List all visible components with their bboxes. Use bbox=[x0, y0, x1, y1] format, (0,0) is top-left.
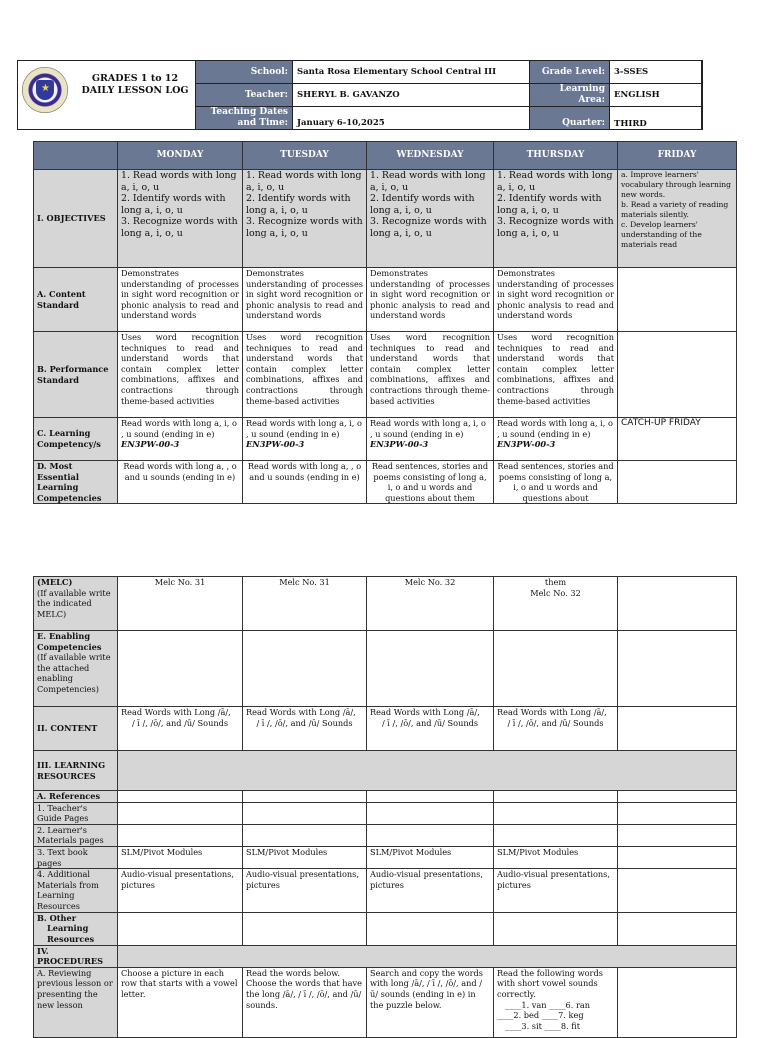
tg-row bbox=[34, 802, 737, 824]
day-thursday: THURSDAY bbox=[494, 142, 618, 170]
lm-label: 2. Learner's Materials pages bbox=[34, 824, 118, 846]
title-line-1: GRADES 1 to 12 bbox=[91, 73, 179, 84]
review-wednesday: Search and copy the words with long /ā/, / ī /, /ō/, and /ū/ sounds (ending in e) in the puzzle below. bbox=[367, 967, 494, 1037]
school-label: School: bbox=[196, 61, 293, 84]
competency-label: C. Learning Competency/s bbox=[34, 418, 118, 461]
area-value: ENGLISH bbox=[610, 84, 702, 107]
content-wednesday: Read Words with Long /ā/, / ī /, /ō/, and /ū/ Sounds bbox=[367, 707, 494, 751]
content-label: II. CONTENT bbox=[34, 707, 118, 751]
melc-label: D. Most Essential Learning Competencies bbox=[34, 461, 118, 504]
dates-value: January 6-10,2025 bbox=[293, 107, 530, 129]
lesson-table-part-1 bbox=[33, 141, 737, 504]
corner-cell bbox=[34, 142, 118, 170]
catch-up-friday: CATCH-UP FRIDAY bbox=[618, 418, 737, 461]
textbook-row bbox=[34, 846, 737, 868]
additional-label: 4. Additional Materials from Learning Resources bbox=[34, 869, 118, 912]
procedures-row bbox=[34, 945, 737, 967]
additional-thursday: Audio-visual presentations, pictures bbox=[494, 869, 618, 912]
teacher-label: Teacher: bbox=[196, 84, 293, 107]
day-tuesday: TUESDAY bbox=[243, 142, 367, 170]
additional-tuesday: Audio-visual presentations, pictures bbox=[243, 869, 367, 912]
competency-code: EN3PW-00-3 bbox=[497, 439, 556, 450]
enabling-row bbox=[34, 631, 737, 707]
competency-thursday: Read words with long a, i, o , u sound (ending in e) EN3PW-00-3 bbox=[494, 418, 618, 461]
teacher-value: SHERYL B. GAVANZO bbox=[293, 84, 530, 107]
lm-row bbox=[34, 824, 737, 846]
content-standard-wednesday: Demonstrates understanding of processes in sight word recognition or phonic analysis to read and understand words bbox=[367, 268, 494, 332]
performance-standard-tuesday: Uses word recognition techniques to read and understand words that contain complex letter combinations, affixes and contractions through theme-based activities bbox=[243, 332, 367, 418]
melc-no-wednesday: Melc No. 32 bbox=[367, 577, 494, 631]
content-monday: Read Words with Long /ā/, / ī /, /ō/, and /ū/ Sounds bbox=[118, 707, 243, 751]
textbook-label: 3. Text book pages bbox=[34, 846, 118, 868]
review-thursday: Read the following words with short vowel sounds correctly. ____1. van ____6. ran ____2. bed ____7. keg ____3. sit ____8. fit bbox=[494, 967, 618, 1037]
content-thursday: Read Words with Long /ā/, / ī /, /ō/, and /ū/ Sounds bbox=[494, 707, 618, 751]
review-monday: Choose a picture in each row that starts with a vowel letter. bbox=[118, 967, 243, 1037]
objectives-thursday: 1. Read words with long a, i, o, u 2. Identify words with long a, i, o, u 3. Recognize words with long a, i, o, u bbox=[494, 170, 618, 268]
content-standard-label: A. Content Standard bbox=[34, 268, 118, 332]
additional-wednesday: Audio-visual presentations, pictures bbox=[367, 869, 494, 912]
performance-standard-friday bbox=[618, 332, 737, 418]
melc-monday: Read words with long a, , o and u sounds (ending in e) bbox=[118, 461, 243, 504]
competency-wednesday: Read words with long a, i, o , u sound (ending in e) EN3PW-00-3 bbox=[367, 418, 494, 461]
school-value: Santa Rosa Elementary School Central III bbox=[293, 61, 530, 84]
content-standard-tuesday: Demonstrates understanding of processes in sight word recognition or phonic analysis to read and understand words bbox=[243, 268, 367, 332]
melc-thursday: Read sentences, stories and poems consisting of long a, i, o and u words and questions about bbox=[494, 461, 618, 504]
melc-cont-label: (MELC) (If available write the indicated MELC) bbox=[34, 577, 118, 631]
performance-standard-row bbox=[34, 332, 737, 418]
objectives-wednesday: 1. Read words with long a, i, o, u 2. Identify words with long a, i, o, u 3. Recognize words with long a, i, o, u bbox=[367, 170, 494, 268]
textbook-monday: SLM/Pivot Modules bbox=[118, 846, 243, 868]
textbook-tuesday: SLM/Pivot Modules bbox=[243, 846, 367, 868]
performance-standard-wednesday: Uses word recognition techniques to read and understand words that contain complex letter combinations, affixes and contractions through theme-based activities bbox=[367, 332, 494, 418]
tg-label: 1. Teacher's Guide Pages bbox=[34, 802, 118, 824]
other-resources-label: B. Other Learning Resources bbox=[34, 912, 118, 945]
grade-label: Grade Level: bbox=[530, 61, 610, 84]
objectives-tuesday: 1. Read words with long a, i, o, u 2. Identify words with long a, i, o, u 3. Recognize words with long a, i, o, u bbox=[243, 170, 367, 268]
header-logo-cell bbox=[18, 61, 196, 129]
review-label: A. Reviewing previous lesson or presenting the new lesson bbox=[34, 967, 118, 1037]
lesson-table-part-2 bbox=[33, 576, 737, 1038]
performance-standard-thursday: Uses word recognition techniques to read and understand words that contain complex letter combinations, affixes and contractions through theme-based activities bbox=[494, 332, 618, 418]
dates-label: Teaching Dates and Time: bbox=[196, 107, 293, 129]
additional-row bbox=[34, 869, 737, 912]
performance-standard-monday: Uses word recognition techniques to read and understand words that contain complex letter combinations, affixes and contractions through theme-based activities bbox=[118, 332, 243, 418]
deped-seal-icon: ★ bbox=[22, 67, 68, 113]
review-tuesday: Read the words below. Choose the words that have the long /ā/, / ī /, /ō/, and /ū/ sounds. bbox=[243, 967, 367, 1037]
day-monday: MONDAY bbox=[118, 142, 243, 170]
review-row bbox=[34, 967, 737, 1037]
other-resources-row bbox=[34, 912, 737, 945]
resources-row bbox=[34, 751, 737, 791]
textbook-wednesday: SLM/Pivot Modules bbox=[367, 846, 494, 868]
content-standard-row bbox=[34, 268, 737, 332]
competency-monday: Read words with long a, i, o , u sound (ending in e) EN3PW-00-3 bbox=[118, 418, 243, 461]
melc-cont-row bbox=[34, 577, 737, 631]
objectives-label: I. OBJECTIVES bbox=[34, 170, 118, 268]
objectives-friday: a. Improve learners' vocabulary through learning new words. b. Read a variety of reading materials silently. c. Develop learners' understanding of the materials read bbox=[618, 170, 737, 268]
resources-label: III. LEARNING RESOURCES bbox=[34, 751, 118, 791]
day-friday: FRIDAY bbox=[618, 142, 737, 170]
performance-standard-label: B. Performance Standard bbox=[34, 332, 118, 418]
day-wednesday: WEDNESDAY bbox=[367, 142, 494, 170]
title-line-2: DAILY LESSON LOG bbox=[81, 85, 189, 96]
content-standard-thursday: Demonstrates understanding of processes in sight word recognition or phonic analysis to read and understand words bbox=[494, 268, 618, 332]
header-block bbox=[17, 60, 703, 130]
content-standard-friday bbox=[618, 268, 737, 332]
competency-code: EN3PW-00-3 bbox=[370, 439, 429, 450]
quarter-value: THIRD bbox=[610, 107, 702, 129]
melc-friday bbox=[618, 461, 737, 504]
objectives-row bbox=[34, 170, 737, 268]
references-row bbox=[34, 791, 737, 803]
procedures-label: IV. PROCEDURES bbox=[34, 945, 118, 967]
additional-monday: Audio-visual presentations, pictures bbox=[118, 869, 243, 912]
enabling-label: E. Enabling Competencies (If available write the attached enabling Competencies) bbox=[34, 631, 118, 707]
melc-no-thursday: them Melc No. 32 bbox=[494, 577, 618, 631]
melc-row bbox=[34, 461, 737, 504]
competency-tuesday: Read words with long a, i, o , u sound (ending in e) EN3PW-00-3 bbox=[243, 418, 367, 461]
content-standard-monday: Demonstrates understanding of processes in sight word recognition or phonic analysis to read and understand words bbox=[118, 268, 243, 332]
melc-wednesday: Read sentences, stories and poems consisting of long a, i, o and u words and questions about them bbox=[367, 461, 494, 504]
references-label: A. References bbox=[34, 791, 118, 803]
competency-code: EN3PW-00-3 bbox=[246, 439, 305, 450]
objectives-monday: 1. Read words with long a, i, o, u 2. Identify words with long a, i, o, u 3. Recognize words with long a, i, o, u bbox=[118, 170, 243, 268]
form-title bbox=[76, 73, 194, 97]
textbook-thursday: SLM/Pivot Modules bbox=[494, 846, 618, 868]
competency-row bbox=[34, 418, 737, 461]
content-tuesday: Read Words with Long /ā/, / ī /, /ō/, and /ū/ Sounds bbox=[243, 707, 367, 751]
content-row bbox=[34, 707, 737, 751]
melc-no-tuesday: Melc No. 31 bbox=[243, 577, 367, 631]
melc-no-monday: Melc No. 31 bbox=[118, 577, 243, 631]
melc-tuesday: Read words with long a, , o and u sounds (ending in e) bbox=[243, 461, 367, 504]
day-header-row bbox=[34, 142, 737, 170]
competency-code: EN3PW-00-3 bbox=[121, 439, 180, 450]
area-label: Learning Area: bbox=[530, 84, 610, 107]
melc-no-friday bbox=[618, 577, 737, 631]
quarter-label: Quarter: bbox=[530, 107, 610, 129]
grade-value: 3-SSES bbox=[610, 61, 702, 84]
